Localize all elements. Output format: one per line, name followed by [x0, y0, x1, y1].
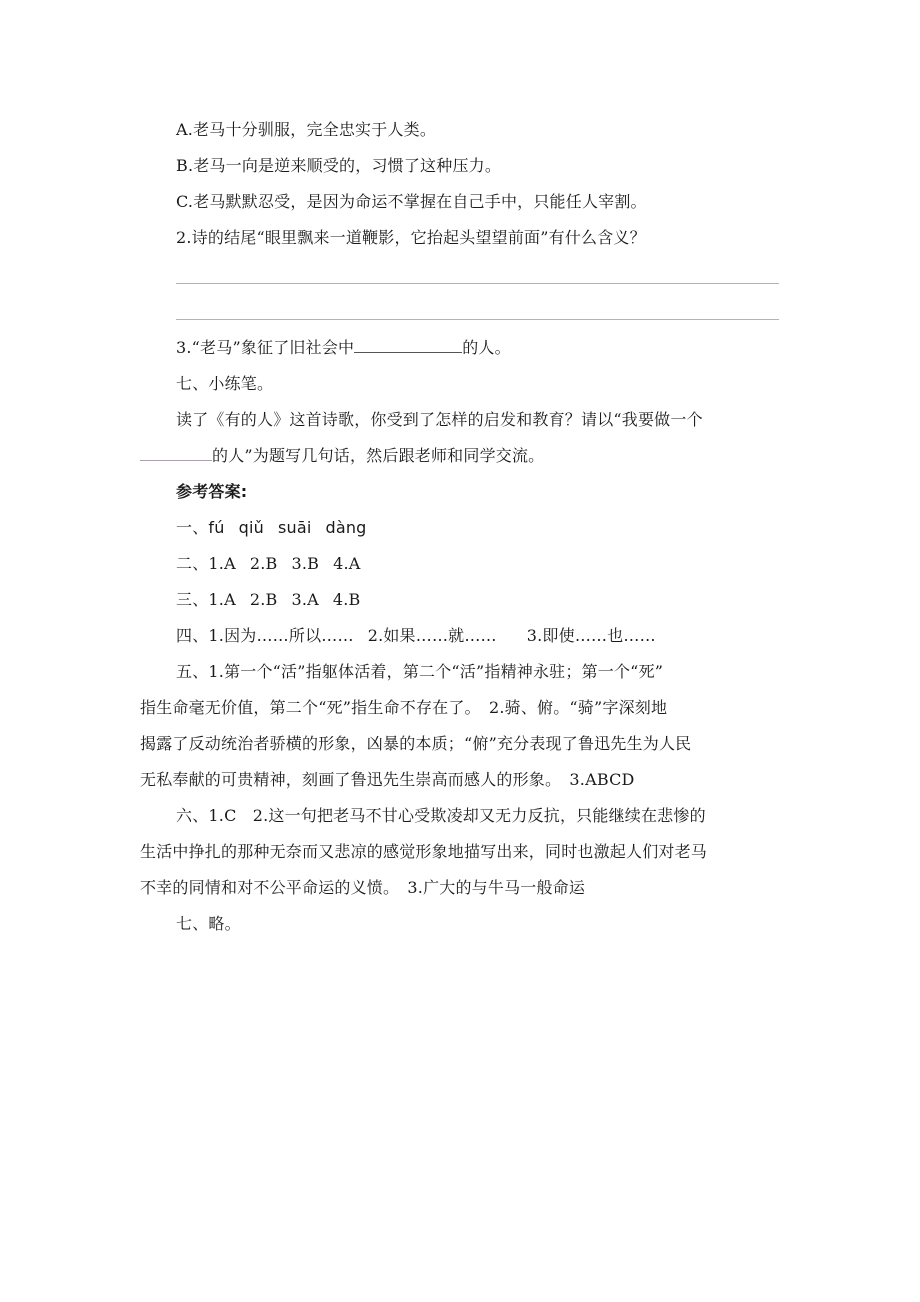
question-2: 2.诗的结尾“眼里飘来一道鞭影，它抬起头望望前面”有什么含义？ — [176, 228, 646, 247]
answer-item: 1.A — [208, 590, 236, 609]
option-a: A.老马十分驯服，完全忠实于人类。 — [176, 120, 437, 139]
answer-5-line-3: 揭露了反动统治者骄横的形象，凶暴的本质；“俯”充分表现了鲁迅先生为人民 — [140, 734, 692, 753]
answer-item: 3.即使……也…… — [526, 626, 656, 645]
answer-6-line-2: 生活中挣扎的那种无奈而又悲凉的感觉形象地描写出来，同时也激起人们对老马 — [140, 842, 708, 861]
question-3-suffix: 的人。 — [462, 338, 511, 357]
answer-7: 七、略。 — [176, 914, 241, 933]
pinyin-item: suāi — [277, 518, 312, 537]
section-7-prompt-line-1: 读了《有的人》这首诗歌，你受到了怎样的启发和教育？请以“我要做一个 — [176, 410, 703, 429]
answer-6-line-3: 不幸的同情和对不公平命运的义愤。 3.广大的与牛马一般命运 — [140, 878, 586, 897]
answer-4 — [176, 626, 656, 646]
section-7-prompt-suffix: 的人”为题写几句话，然后跟老师和同学交流。 — [212, 446, 545, 465]
section-7-prompt-line-2 — [140, 446, 544, 466]
answer-item: 2.如果……就…… — [367, 626, 497, 645]
pinyin-item: dàng — [325, 518, 367, 537]
answer-item: 2.B — [249, 554, 278, 573]
answer-3 — [176, 590, 361, 610]
answer-item: 4.B — [332, 590, 361, 609]
question-3-prefix: 3.“老马”象征了旧社会中 — [176, 338, 355, 357]
answer-item: 3.B — [291, 554, 320, 573]
answer-2-label: 二、 — [176, 554, 209, 573]
section-7-heading: 七、小练笔。 — [176, 374, 274, 393]
pinyin-list — [208, 518, 380, 537]
answer-5-line-2: 指生命毫无价值，第二个“死”指生命不存在了。 2.骑、俯。“骑”字深刻地 — [140, 698, 668, 717]
fill-in-blank[interactable] — [354, 338, 462, 353]
answer-5-line-1: 五、1.第一个“活”指躯体活着，第二个“活”指精神永驻；第一个“死” — [176, 662, 664, 681]
answer-item: 1.A — [208, 554, 236, 573]
answer-4-label: 四、 — [176, 626, 209, 645]
answer-item: 3.A — [291, 590, 319, 609]
question-3 — [176, 338, 511, 358]
answer-1-label: 一、 — [176, 518, 209, 537]
answers-heading: 参考答案: — [176, 482, 248, 501]
answer-item: 1.因为……所以…… — [208, 626, 354, 645]
answer-2 — [176, 554, 361, 574]
pinyin-item: qiǔ — [238, 518, 264, 537]
option-c: C.老马默默忍受，是因为命运不掌握在自己手中，只能任人宰割。 — [176, 192, 647, 211]
answer-3-label: 三、 — [176, 590, 209, 609]
answer-6-line-1: 六、1.C 2.这一句把老马不甘心受欺凌却又无力反抗，只能继续在悲惨的 — [176, 806, 706, 825]
answer-item: 2.B — [249, 590, 278, 609]
answer-5-line-4: 无私奉献的可贵精神，刻画了鲁迅先生崇高而感人的形象。 3.ABCD — [140, 770, 635, 789]
option-b: B.老马一向是逆来顺受的，习惯了这种压力。 — [176, 156, 502, 175]
answer-line-1[interactable] — [176, 283, 779, 284]
answer-line-2[interactable] — [176, 319, 779, 320]
pinyin-item: fú — [208, 518, 225, 537]
fill-in-blank-title[interactable] — [140, 446, 212, 461]
answer-1 — [176, 518, 381, 538]
answer-item: 4.A — [333, 554, 361, 573]
